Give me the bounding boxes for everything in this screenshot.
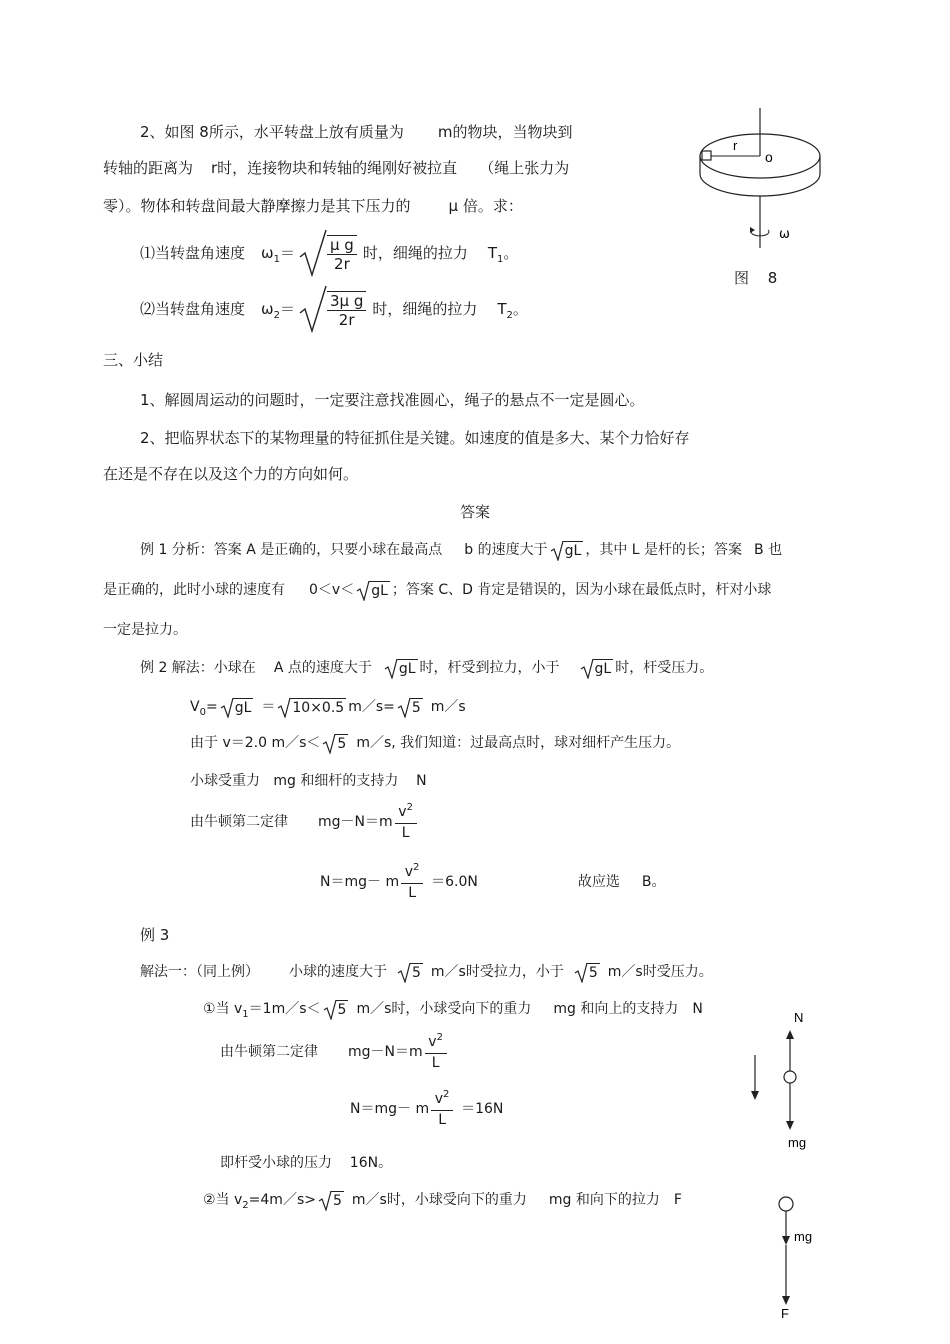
ex3-case1-line3 xyxy=(350,1087,503,1131)
punctuation: 。 xyxy=(503,244,519,262)
radical-icon xyxy=(384,657,398,679)
sqrt-fraction xyxy=(299,233,359,275)
ex3-text: ①当 v xyxy=(203,1001,243,1017)
radical-icon xyxy=(299,285,327,333)
ex1-text: 是正确的，此时小球的速度有 xyxy=(103,582,285,598)
question-text: 时，细绳的拉力 xyxy=(372,300,478,318)
omega-symbol: ω xyxy=(261,244,274,262)
problem2-text: μ 倍。求： xyxy=(448,197,523,215)
sqrt-5 xyxy=(397,963,423,982)
radical-icon xyxy=(220,696,234,718)
tension-symbol: T xyxy=(487,244,497,262)
fraction-denominator: L xyxy=(431,1054,440,1071)
ex2-text: mg－N＝m xyxy=(318,814,393,830)
sqrt-5 xyxy=(322,734,348,753)
ex3-line1 xyxy=(140,962,713,982)
omega-label: ω xyxy=(779,227,790,242)
radicand: gL xyxy=(371,582,388,599)
omega-symbol: ω xyxy=(261,300,274,318)
ex2-line5 xyxy=(190,800,419,844)
subscript: 2 xyxy=(242,1200,249,1211)
fraction-numerator: v xyxy=(428,1033,437,1050)
ex1-text: B 也 xyxy=(754,542,783,558)
ex3-text: N＝mg－ m xyxy=(350,1101,430,1117)
radicand: gL xyxy=(564,542,582,559)
problem2-line2 xyxy=(103,158,569,178)
v2-over-l-fraction xyxy=(425,1033,447,1072)
r-label: r xyxy=(733,138,738,153)
question-text: ⑵当转盘角速度 xyxy=(140,300,246,318)
radicand: 5 xyxy=(337,1001,347,1018)
problem2-text: （绳上张力为 xyxy=(479,159,570,177)
fraction-denominator: L xyxy=(401,824,410,841)
tension-symbol: T xyxy=(497,300,507,318)
subscript: 1 xyxy=(242,1009,249,1020)
ex3-text: =4m／s> xyxy=(248,1192,316,1208)
ex2-text: = xyxy=(205,699,218,715)
fraction-denominator: L xyxy=(438,1111,446,1128)
summary-heading: 三、小结 xyxy=(103,351,164,369)
o-label: o xyxy=(765,149,773,165)
ex2-text: m／s, 我们知道：过最高点时，球对细杆产生压力。 xyxy=(356,735,681,751)
sqrt-gl xyxy=(580,659,614,678)
ex1-line2 xyxy=(103,580,771,600)
ex2-line1 xyxy=(140,658,713,678)
sqrt-gl xyxy=(550,541,584,560)
summary-item-1: 1、解圆周运动的问题时，一定要注意找准圆心，绳子的悬点不一定是圆心。 xyxy=(140,391,645,409)
ex2-text: 由于 v＝2.0 m／s＜ xyxy=(190,735,321,751)
ex3-text: mg 和向下的拉力 xyxy=(548,1192,660,1208)
ex2-text: 时，杆受压力。 xyxy=(615,660,714,676)
ex2-text: B。 xyxy=(641,874,666,890)
radical-icon xyxy=(277,696,291,718)
ball-icon xyxy=(784,1071,796,1083)
ex2-text: m／s xyxy=(430,699,466,715)
force-mg-label: mg xyxy=(794,1229,813,1244)
equals-sign: ＝ xyxy=(279,300,295,318)
problem2-text: r时，连接物块和转轴的绳刚好被拉直 xyxy=(211,159,458,177)
ex3-text: ＝1m／s＜ xyxy=(248,1001,321,1017)
ex1-text: ，其中 L 是杆的长；答案 xyxy=(585,542,743,558)
ex3-text: mg－N＝m xyxy=(348,1044,423,1060)
sqrt-product xyxy=(277,698,346,717)
fraction-numerator: μ g xyxy=(327,236,357,255)
v2-over-l-fraction xyxy=(431,1090,453,1129)
ex3-text: 由牛顿第二定律 xyxy=(220,1044,318,1060)
fraction-denominator: 2r xyxy=(334,255,350,273)
radicand: 5 xyxy=(411,699,421,716)
question-text: 时，细绳的拉力 xyxy=(362,244,468,262)
problem2-question-2 xyxy=(140,288,528,333)
ex3-text: m／s时，小球受向下的重力 xyxy=(351,1192,527,1208)
superscript: 2 xyxy=(406,801,413,813)
ex3-case1-line1 xyxy=(203,999,703,1021)
ex2-line6 xyxy=(320,860,665,904)
radical-icon xyxy=(550,539,564,561)
ex3-case2-line1 xyxy=(203,1190,682,1212)
ex2-text: 时，杆受到拉力，小于 xyxy=(419,660,560,676)
radicand: gL xyxy=(234,699,252,716)
ex3-case1-line2 xyxy=(220,1030,449,1074)
problem2-line3 xyxy=(103,196,523,216)
ex2-text: ＝6.0N xyxy=(431,874,478,890)
problem2-text: m的物块，当物块到 xyxy=(437,123,573,141)
equals-sign: ＝ xyxy=(279,244,295,262)
ex2-text: 故应选 xyxy=(577,874,620,890)
sqrt-5 xyxy=(318,1191,344,1210)
problem2-text: 零）。物体和转盘间最大静摩擦力是其下压力的 xyxy=(103,197,411,215)
ex3-text: m／s时受拉力，小于 xyxy=(430,964,564,980)
summary-item-2b: 在还是不存在以及这个力的方向如何。 xyxy=(103,465,359,483)
radicand: 10×0.5 xyxy=(292,699,345,716)
block-icon xyxy=(702,151,711,160)
ex3-text: ＝16N xyxy=(461,1101,504,1117)
ex3-heading: 例 3 xyxy=(140,926,170,944)
force-n-label: N xyxy=(794,1010,804,1025)
superscript: 2 xyxy=(436,1031,443,1043)
ex1-line3: 一定是拉力。 xyxy=(103,622,187,638)
ex3-text: mg 和向上的支持力 xyxy=(553,1001,679,1017)
problem2-question-1 xyxy=(140,232,518,277)
radicand: gL xyxy=(594,660,612,677)
superscript: 2 xyxy=(413,861,420,873)
ex1-text: 0＜v＜ xyxy=(309,582,355,598)
radical-icon xyxy=(397,961,411,983)
problem2-text: 转轴的距离为 xyxy=(103,159,194,177)
ex3-text: m／s时受压力。 xyxy=(607,964,713,980)
v2-over-l-fraction xyxy=(395,803,417,842)
radicand: 5 xyxy=(332,1192,342,1209)
subscript: 2 xyxy=(273,310,280,321)
sqrt-gl xyxy=(356,581,390,600)
ex1-text: ；答案 C、D 肯定是错误的，因为小球在最低点时，杆对小球 xyxy=(391,582,772,598)
fraction-numerator: v xyxy=(434,1090,444,1107)
ex3-text: 小球的速度大于 xyxy=(289,964,387,980)
superscript: 2 xyxy=(443,1088,450,1100)
subscript: 1 xyxy=(497,254,504,265)
ex3-text: 解法一：（同上例） xyxy=(140,964,259,980)
radicand: gL xyxy=(398,660,416,677)
v2-over-l-fraction xyxy=(401,863,423,902)
radical-icon xyxy=(356,579,370,601)
force-f-label: F xyxy=(781,1306,789,1320)
radicand: 5 xyxy=(588,964,598,981)
radical-icon xyxy=(580,657,594,679)
ex2-text: ＝ xyxy=(261,699,276,715)
ex2-line3 xyxy=(190,733,680,753)
sqrt-gl xyxy=(384,659,418,678)
ex2-line2 xyxy=(190,697,466,719)
ex2-text: N＝mg－ m xyxy=(320,874,400,890)
sqrt-5 xyxy=(323,1000,349,1019)
radical-icon xyxy=(299,229,327,277)
sqrt-fraction xyxy=(299,289,368,331)
ex2-text: 例 2 解法：小球在 xyxy=(140,660,256,676)
fraction-numerator: v xyxy=(398,803,407,820)
figure8-caption: 图 8 xyxy=(734,269,778,287)
ball-icon xyxy=(779,1197,793,1211)
ex2-text: A 点的速度大于 xyxy=(273,660,372,676)
radicand: 5 xyxy=(337,735,347,752)
force-mg-label: mg xyxy=(788,1135,807,1150)
ex2-text: 由牛顿第二定律 xyxy=(190,814,288,830)
summary-item-2a: 2、把临界状态下的某物理量的特征抓住是关键。如速度的值是多大、某个力恰好存 xyxy=(140,429,690,447)
sqrt-5 xyxy=(397,698,423,717)
ex2-text: V xyxy=(190,699,200,715)
force-diagram-tension xyxy=(760,1190,840,1320)
fraction-numerator: v xyxy=(404,863,414,880)
subscript: 1 xyxy=(273,254,280,265)
fraction-numerator: 3μ g xyxy=(327,292,366,311)
ex3-text: ②当 v xyxy=(203,1192,243,1208)
radical-icon xyxy=(323,998,337,1020)
ex1-line1 xyxy=(140,540,782,560)
fraction-denominator: L xyxy=(408,884,416,901)
punctuation: 。 xyxy=(512,300,528,318)
subscript: 0 xyxy=(199,707,206,718)
fraction-denominator: 2r xyxy=(338,311,355,329)
ex1-text: b 的速度大于 xyxy=(464,542,548,558)
ex3-text: F xyxy=(673,1192,682,1208)
sqrt-5 xyxy=(574,963,600,982)
ex2-line4: 小球受重力 mg 和细杆的支持力 N xyxy=(190,773,427,789)
problem2-text: 2、如图 8所示，水平转盘上放有质量为 xyxy=(140,123,404,141)
question-text: ⑴当转盘角速度 xyxy=(140,244,246,262)
radicand: 5 xyxy=(412,964,421,981)
sqrt-gl xyxy=(220,698,254,717)
force-diagram-support xyxy=(740,1005,830,1155)
ex3-text: N xyxy=(692,1001,703,1017)
radical-icon xyxy=(318,1189,332,1211)
problem2-line1 xyxy=(140,122,572,142)
radical-icon xyxy=(397,696,411,718)
radical-icon xyxy=(574,961,588,983)
ex3-case1-line4: 即杆受小球的压力 16N。 xyxy=(220,1155,393,1171)
subscript: 2 xyxy=(506,310,513,321)
ex2-text: m／s= xyxy=(348,699,395,715)
ex3-text: m／s时，小球受向下的重力 xyxy=(356,1001,532,1017)
answers-heading: 答案 xyxy=(459,503,490,521)
radical-icon xyxy=(322,732,336,754)
ex1-text: 例 1 分析：答案 A 是正确的，只要小球在最高点 xyxy=(140,542,443,558)
